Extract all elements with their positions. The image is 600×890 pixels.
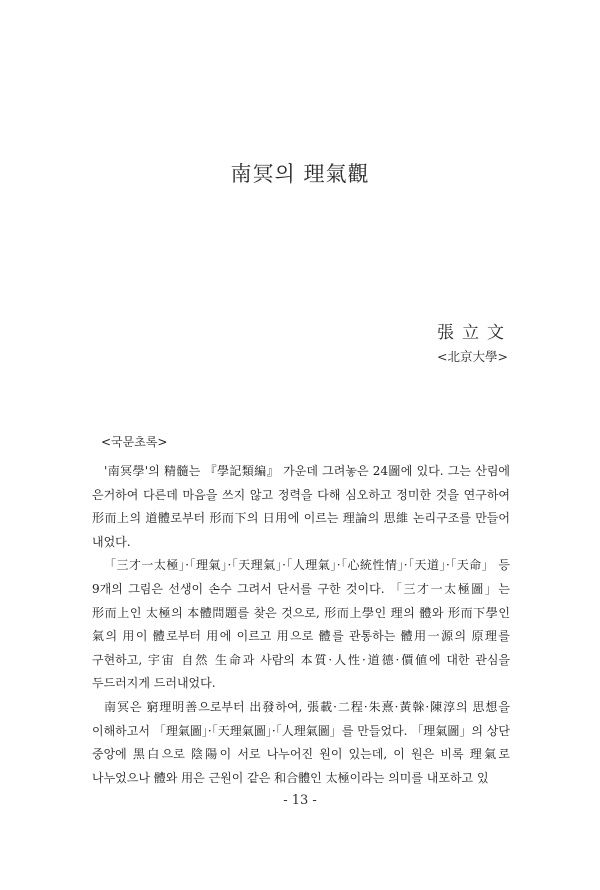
author-name: 張立文 — [437, 323, 512, 343]
paper-title: 南冥의 理氣觀 — [230, 162, 370, 186]
page-number: - 13 - — [283, 793, 317, 808]
abstract-label: <국문초록> — [101, 435, 168, 449]
author-affiliation: <北京大學> — [437, 349, 508, 364]
abstract-paragraph-1: '南冥學'의 精髓는 『學記類編』 가운데 그려놓은 24圖에 있다. 그는 산림에 은거하여 다른데 마음을 쓰지 않고 정력을 다해 심오하고 정미한 것을 연구하여 形而上의 道體로부터 形而下의 日用에 이르는 理論의 思維 논리구조를 만들어 내었다. — [92, 464, 510, 549]
abstract-paragraph-2: 「三才一太極」·「理氣」·「天理氣」·「人理氣」·「心統性情」·「天道」·「天命」 등 9개의 그림은 선생이 손수 그려서 단서를 구한 것이다. 「三才一太極圖」는 形而上인 太極의 本體問題를 찾은 것으로, 形而上學인 理의 體와 形而下學인 氣의 用이 體로부터 用에 이르고 用으로 體를 관통하는 體用一源의 原理를 구현하고, 宇宙 自然 生命과 사람의 本質·人性·道德·價値에 대한 관심을 두드러지게 드러내었다. — [92, 558, 510, 691]
abstract-body — [92, 460, 510, 790]
abstract-paragraph-3: 南冥은 窮理明善으로부터 出發하여, 張載·二程·朱熹·黃榦·陳淳의 思想을 이해하고서 「理氣圖」·「天理氣圖」·「人理氣圖」를 만들었다. 「理氣圖」의 상단 중앙에 黑白으로 陰陽이 서로 나누어진 원이 있는데, 이 원은 비록 理氣로 나누었으나 體와 用은 근원이 같은 和合體인 太極이라는 의미를 내포하고 있 — [92, 699, 510, 785]
